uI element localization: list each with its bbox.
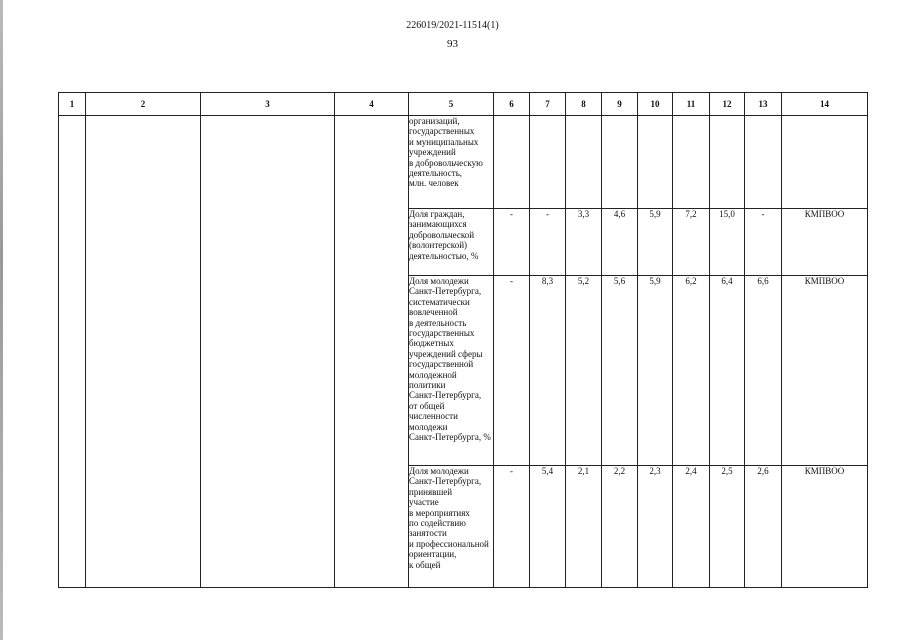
table-header-row bbox=[59, 93, 868, 116]
responsible-body bbox=[782, 116, 868, 209]
scan-left-edge bbox=[0, 0, 3, 640]
value-cell: 2,3 bbox=[638, 466, 673, 588]
column-header: 4 bbox=[335, 93, 409, 116]
value-cell bbox=[494, 116, 530, 209]
page-number: 93 bbox=[447, 38, 458, 50]
value-cell: 5,2 bbox=[566, 276, 602, 466]
value-cell: 2,6 bbox=[745, 466, 782, 588]
column-header: 8 bbox=[566, 93, 602, 116]
value-cell bbox=[602, 116, 638, 209]
column-header: 14 bbox=[782, 93, 868, 116]
column-header: 3 bbox=[201, 93, 335, 116]
value-cell: 3,3 bbox=[566, 209, 602, 276]
value-cell: 5,9 bbox=[638, 276, 673, 466]
indicator-name: Доля молодежи Санкт-Петербурга, принявшей участие в мероприятиях по содействию занятости и профессиональной ориентации, к общей bbox=[409, 466, 494, 588]
value-cell: 7,2 bbox=[673, 209, 710, 276]
value-cell bbox=[530, 116, 566, 209]
value-cell: 6,2 bbox=[673, 276, 710, 466]
column-header: 5 bbox=[409, 93, 494, 116]
value-cell: 5,6 bbox=[602, 276, 638, 466]
column-header: 13 bbox=[745, 93, 782, 116]
responsible-body: КМПВОО bbox=[782, 466, 868, 588]
cell-col-3 bbox=[201, 116, 335, 588]
value-cell: 2,2 bbox=[602, 466, 638, 588]
value-cell bbox=[566, 116, 602, 209]
value-cell: 5,9 bbox=[638, 209, 673, 276]
value-cell: 2,5 bbox=[710, 466, 745, 588]
value-cell: 4,6 bbox=[602, 209, 638, 276]
value-cell: - bbox=[530, 209, 566, 276]
value-cell: 2,1 bbox=[566, 466, 602, 588]
value-cell: 5,4 bbox=[530, 466, 566, 588]
value-cell: - bbox=[745, 209, 782, 276]
table-row bbox=[59, 116, 868, 209]
document-registration-number: 226019/2021-11514(1) bbox=[406, 20, 499, 31]
responsible-body: КМПВОО bbox=[782, 276, 868, 466]
value-cell: 6,6 bbox=[745, 276, 782, 466]
value-cell: 8,3 bbox=[530, 276, 566, 466]
column-header: 1 bbox=[59, 93, 86, 116]
value-cell: 2,4 bbox=[673, 466, 710, 588]
value-cell: - bbox=[494, 209, 530, 276]
cell-col-1 bbox=[59, 116, 86, 588]
column-header: 9 bbox=[602, 93, 638, 116]
indicators-table bbox=[58, 92, 868, 588]
value-cell: - bbox=[494, 276, 530, 466]
indicator-name: Доля граждан, занимающихся добровольческой (волонтерской) деятельностью, % bbox=[409, 209, 494, 276]
column-header: 6 bbox=[494, 93, 530, 116]
value-cell: - bbox=[494, 466, 530, 588]
value-cell: 6,4 bbox=[710, 276, 745, 466]
column-header: 2 bbox=[86, 93, 201, 116]
value-cell bbox=[745, 116, 782, 209]
cell-col-4 bbox=[335, 116, 409, 588]
indicator-name: организаций, государственных и муниципальных учреждений в добровольческую деятельность, млн. человек bbox=[409, 116, 494, 209]
value-cell bbox=[673, 116, 710, 209]
column-header: 10 bbox=[638, 93, 673, 116]
indicator-name: Доля молодежи Санкт-Петербурга, систематически вовлеченной в деятельность государственных бюджетных учреждений сферы государственной молодежной политики Санкт-Петербурга, от общей численности молодежи Санкт-Петербурга, % bbox=[409, 276, 494, 466]
responsible-body: КМПВОО bbox=[782, 209, 868, 276]
cell-col-2 bbox=[86, 116, 201, 588]
column-header: 7 bbox=[530, 93, 566, 116]
value-cell: 15,0 bbox=[710, 209, 745, 276]
value-cell bbox=[710, 116, 745, 209]
column-header: 12 bbox=[710, 93, 745, 116]
column-header: 11 bbox=[673, 93, 710, 116]
value-cell bbox=[638, 116, 673, 209]
